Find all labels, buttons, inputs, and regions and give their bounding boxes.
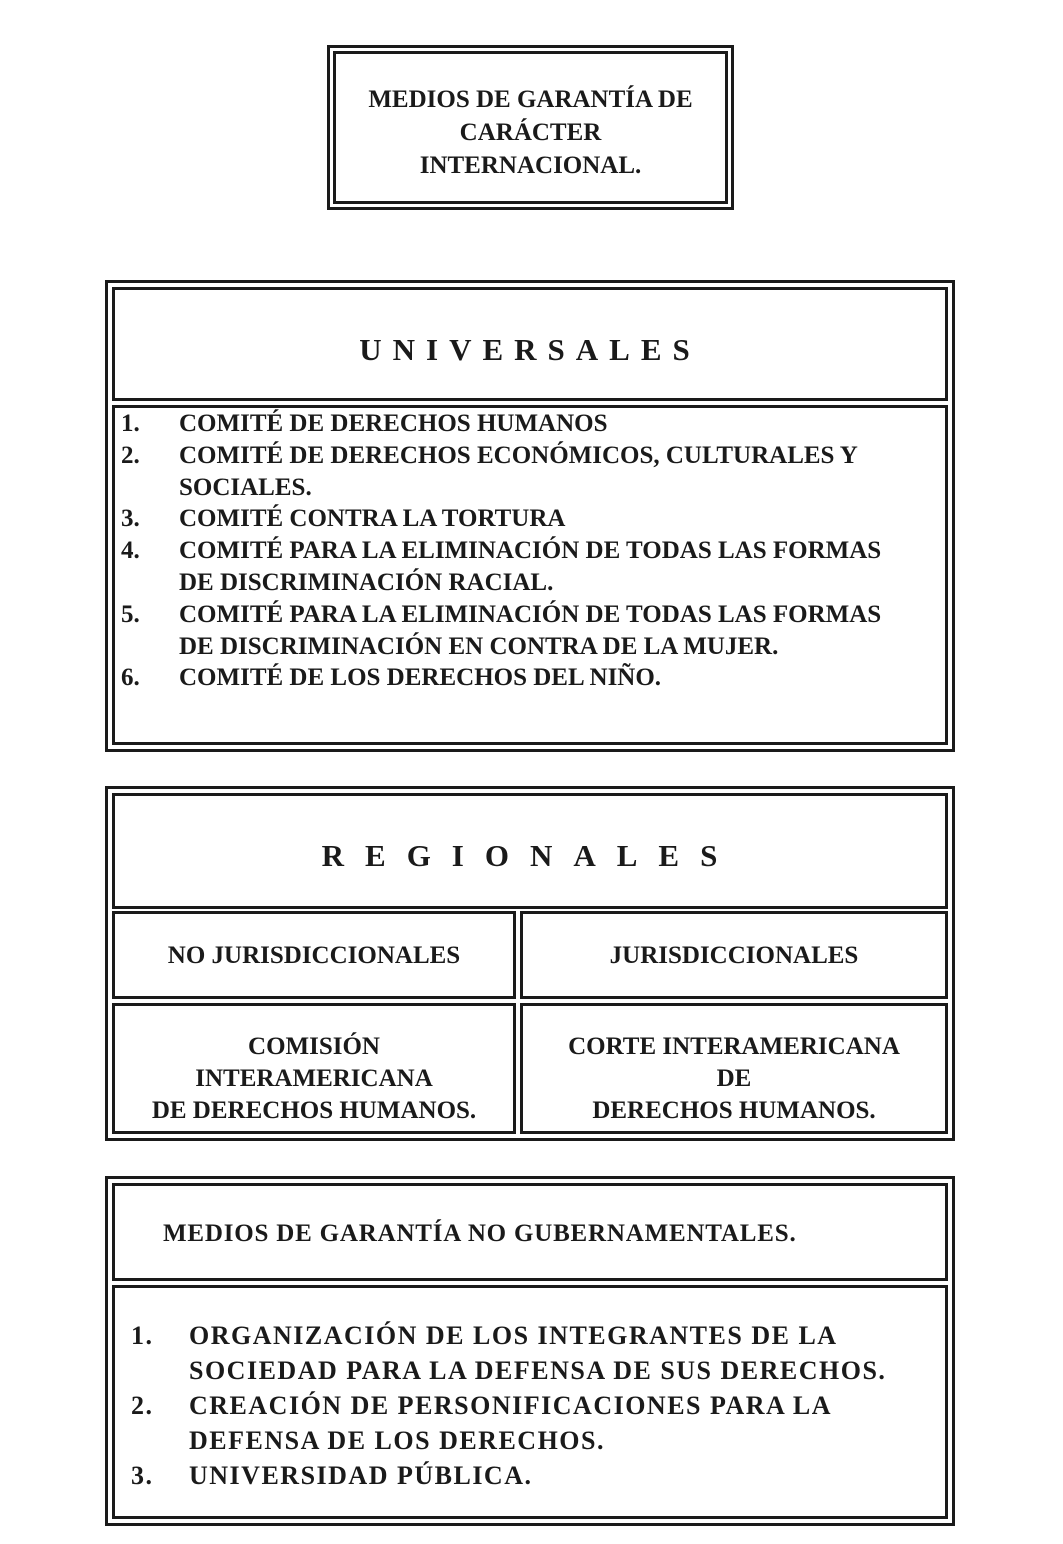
regionales-heading: REGIONALES <box>321 838 739 873</box>
no-jurisdiccionales-label: NO JURISDICCIONALES <box>167 942 461 969</box>
list-item <box>121 408 919 440</box>
list-item-number: 4. <box>121 537 140 565</box>
list-item <box>131 1458 929 1493</box>
list-item-text: COMITÉ PARA LA ELIMINACIÓN DE TODAS LAS FORMAS DE DISCRIMINACIÓN RACIAL. <box>179 537 882 596</box>
list-item-text: COMITÉ CONTRA LA TORTURA <box>179 505 566 533</box>
no-gubernamentales-section <box>105 1176 955 1526</box>
no-gubernamentales-heading: MEDIOS DE GARANTÍA NO GUBERNAMENTALES. <box>163 1220 797 1247</box>
universales-list <box>121 408 919 694</box>
list-item-number: 2. <box>121 441 140 469</box>
list-item <box>121 535 919 599</box>
list-item <box>131 1318 929 1388</box>
universales-header <box>112 287 948 401</box>
universales-heading: UNIVERSALES <box>359 332 701 367</box>
no-jurisdiccionales-header-cell <box>112 911 516 999</box>
list-item-text: COMITÉ DE DERECHOS HUMANOS <box>179 410 608 437</box>
no-gubernamentales-body <box>112 1285 948 1519</box>
universales-body <box>112 405 948 745</box>
list-item-number: 3. <box>131 1461 154 1490</box>
list-item-number: 1. <box>121 410 140 437</box>
list-item-number: 1. <box>131 1321 154 1350</box>
list-item-text: CREACIÓN DE PERSONIFICACIONES PARA LA DEFENSA DE LOS DERECHOS. <box>189 1391 831 1455</box>
list-item <box>131 1388 929 1458</box>
regionales-section <box>105 786 955 1141</box>
list-item-number: 5. <box>121 600 140 628</box>
jurisdiccionales-header-cell <box>520 911 948 999</box>
list-item-text: COMITÉ PARA LA ELIMINACIÓN DE TODAS LAS FORMAS DE DISCRIMINACIÓN EN CONTRA DE LA MUJER. <box>179 600 882 660</box>
universales-section <box>105 280 955 752</box>
list-item-text: UNIVERSIDAD PÚBLICA. <box>189 1461 533 1490</box>
jurisdiccionales-body-cell <box>520 1003 948 1134</box>
list-item <box>121 662 919 694</box>
no-jurisdiccionales-body-cell <box>112 1003 516 1134</box>
list-item-number: 2. <box>131 1391 154 1420</box>
list-item <box>121 599 919 663</box>
jurisdiccionales-label: JURISDICCIONALES <box>609 942 859 969</box>
list-item-text: ORGANIZACIÓN DE LOS INTEGRANTES DE LA SOCIEDAD PARA LA DEFENSA DE SUS DERECHOS. <box>189 1321 887 1385</box>
list-item-text: COMITÉ DE LOS DERECHOS DEL NIÑO. <box>179 664 662 692</box>
list-item-number: 6. <box>121 664 140 692</box>
regionales-header <box>112 793 948 909</box>
list-item <box>121 503 919 535</box>
list-item-text: COMITÉ DE DERECHOS ECONÓMICOS, CULTURALES Y SOCIALES. <box>179 441 857 501</box>
page-title: MEDIOS DE GARANTÍA DE CARÁCTER INTERNACIONAL. <box>368 86 693 179</box>
list-item <box>121 440 919 504</box>
list-item-number: 3. <box>121 505 140 533</box>
corte-interamericana-text: CORTE INTERAMERICANA DE DERECHOS HUMANOS. <box>568 1033 900 1124</box>
comision-interamericana-text: COMISIÓN INTERAMERICANA DE DERECHOS HUMANOS. <box>151 1033 477 1124</box>
title-box <box>327 45 734 210</box>
no-gubernamentales-list <box>131 1318 929 1493</box>
no-gubernamentales-header <box>112 1183 948 1281</box>
